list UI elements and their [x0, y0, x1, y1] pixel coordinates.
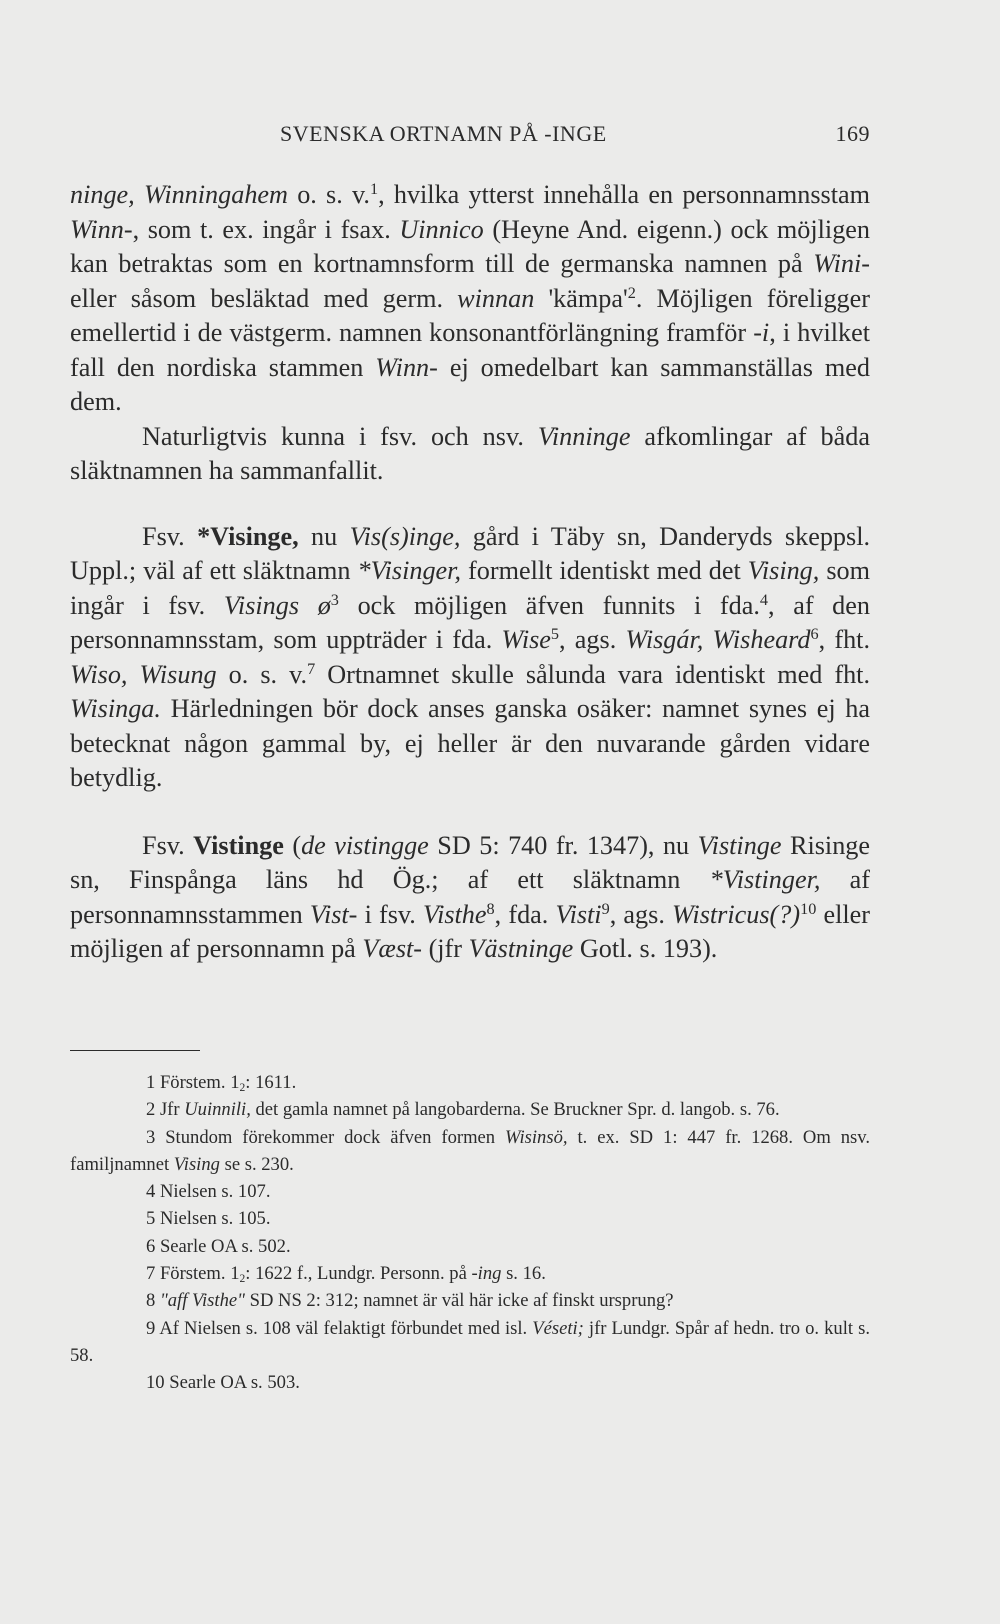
entry-vistinge: Fsv. Vistinge (de vistingge SD 5: 740 fr. 1347), nu Vistinge Risinge sn, Finspånga läns hd Ög.; af ett släktnamn *Vistinger, af personnamnsstammen Vist- i fsv. Visthe$^8$, fda. Visti$^9$, ags. Wistricus(?)$^{10}$ eller möjligen af personnamn på Væst- (jfr Västninge Gotl. s. 193). — [70, 830, 871, 963]
footnote-ref-4: 4 — [759, 590, 768, 609]
footnote-ref-8: 8 — [486, 899, 495, 918]
paragraph-vinninge: Naturligtvis kunna i fsv. och nsv. Vinninge afkomlingar af båda släktnamnen ha sammanfallit. — [70, 421, 870, 485]
paragraph-winninge: ninge, Winningahem o. s. v.$^1$, hvilka ytterst innehålla en personnamnsstam Winn-, som t. ex. ingår i fsax. Uinnico (Heyne And. eigenn.) ock möjligen kan betraktas som en kortnamnsform till de germanska namnen på Wini- eller såsom besläktad med germ. winnan '$kämpa'^2$. Möjligen föreligger emellertid i de västgerm. namnen konsonantförlängning framför -i, i hvilket fall den nordiska stammen Winn- ej omedelbart kan sammanställas med dem. — [70, 180, 871, 416]
footnote-2: 2 Jfr Uuinnili, det gamla namnet på langobarderna. Se Bruckner Spr. d. langob. s. 76. — [146, 1099, 780, 1121]
footnote-3: 3 Stundom förekommer dock äfven formen Wisinsö, t. ex. SD 1: 447 fr. 1268. Om nsv. familjnamnet Vising se s. 230. — [70, 1126, 870, 1175]
footnote-ref-1: 1 — [369, 180, 379, 199]
headword-vistinge: Vistinge — [193, 830, 284, 860]
footnote-5: 5 Nielsen s. 105. — [146, 1208, 271, 1230]
footnote-8: 8 "aff Visthe" SD NS 2: 312; namnet är väl här icke af finskt ursprung? — [146, 1290, 674, 1312]
page-number: 169 — [835, 121, 870, 146]
footnote-divider — [70, 1050, 200, 1051]
main-text — [70, 178, 870, 967]
footnote-1: 1 Förstem. $1_2$: 1611. — [146, 1072, 297, 1094]
footnote-ref-10: 10 — [800, 899, 817, 918]
footnote-4: 4 Nielsen s. 107. — [146, 1181, 271, 1203]
footnote-ref-5: 5 — [550, 625, 560, 644]
footnote-ref-2: 2 — [627, 283, 636, 302]
footnote-6: 6 Searle OA s. 502. — [146, 1235, 291, 1257]
footnote-ref-9: 9 — [601, 899, 610, 918]
footnote-ref-7: 7 — [307, 659, 316, 678]
running-title: SVENSKA ORTNAMN PÅ -INGE — [280, 121, 607, 146]
footnote-7: 7 Förstem. $1_2$: 1622 f., Lundgr. Personn. på -ing s. 16. — [146, 1263, 546, 1285]
entry-visinge: Fsv. *Visinge, nu Vis(s)inge, gård i Täby sn, Danderyds skeppsl. Uppl.; väl af ett släktnamn *Visinger, formellt identiskt med det Vising, som ingår i fsv. Visings $ø^3$ ock möjligen äfven funnits i fda.$^4$, af den personnamnsstam, som uppträder i fda. Wise$^5$, ags. Wisgár, Wisheard$^6$, fht. Wiso, Wisung o. s. v.$^7$ Ortnamnet skulle sålunda vara identiskt med fht. Wisinga. Härledningen bör dock anses ganska osäker: namnet synes ej ha betecknat någon gammal by, ej heller är den nuvarande gården vidare betydlig. — [70, 521, 871, 792]
footnote-9: 9 Af Nielsen s. 108 väl felaktigt förbundet med isl. Véseti; jfr Lundgr. Spår af hedn. tro o. kult s. 58. — [70, 1317, 870, 1366]
footnotes — [70, 1069, 870, 1397]
footnote-ref-6: 6 — [810, 625, 819, 644]
footnote-10: 10 Searle OA s. 503. — [146, 1372, 300, 1394]
footnote-ref-3: 3 — [330, 590, 339, 609]
headword-visinge: *Visinge, — [197, 521, 299, 551]
